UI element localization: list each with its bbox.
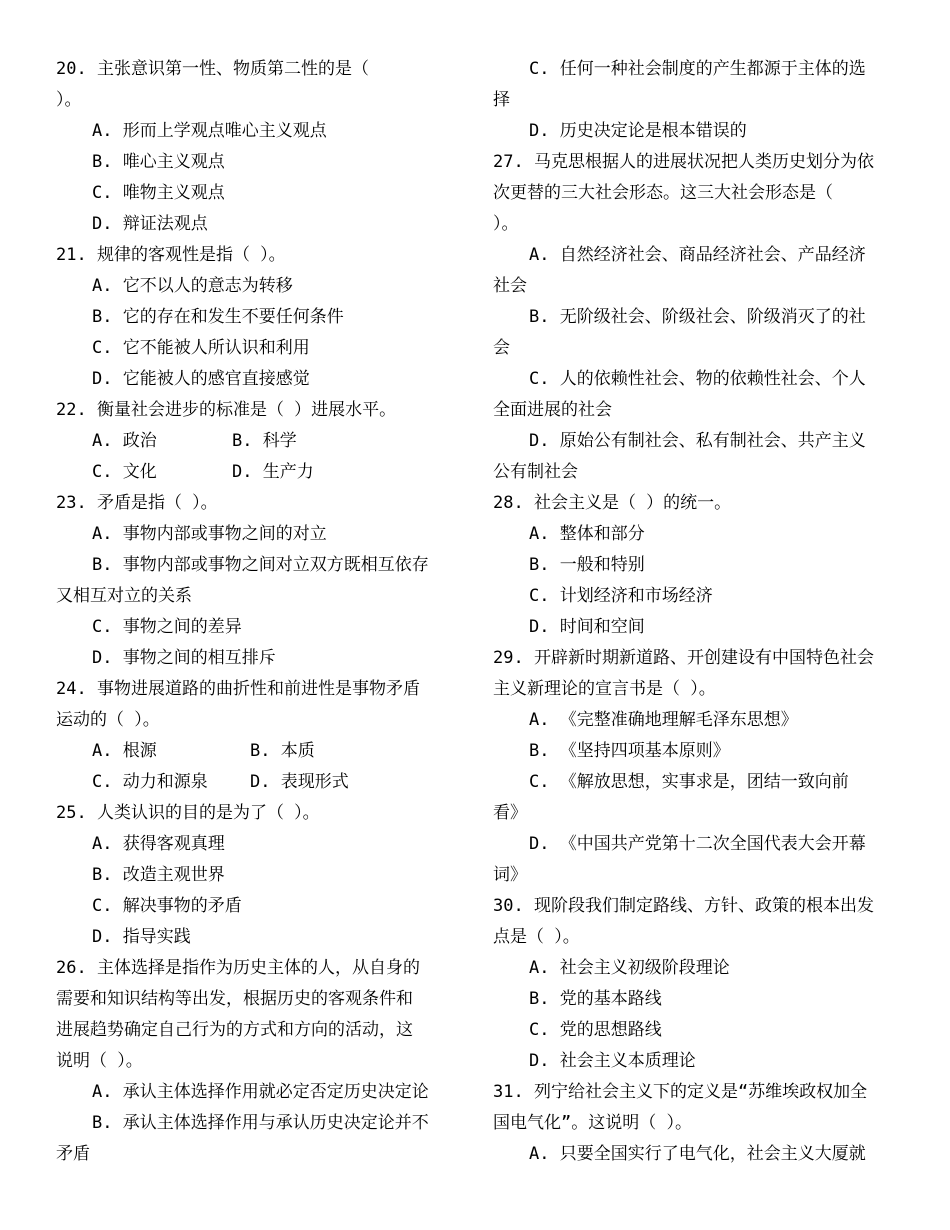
question-21-option-c: C. 它不能被人所认识和利用 [92,338,310,358]
right-column [493,54,903,1170]
question-29-option-d-cont: 词》 [493,865,527,885]
question-25-option-c: C. 解决事物的矛盾 [92,896,242,916]
question-26-option-c-cont: 择 [493,90,510,110]
question-26-stem-cont-3: 说明（ ）。 [56,1051,143,1071]
question-31-option-a: A. 只要全国实行了电气化，社会主义大厦就 [529,1144,866,1164]
question-26-stem-cont-1: 需要和知识结构等出发，根据历史的客观条件和 [56,989,413,1009]
question-30-stem: 30. 现阶段我们制定路线、方针、政策的根本出发 [493,896,874,916]
question-22-option-d: D. 生产力 [232,462,314,482]
question-29-stem: 29. 开辟新时期新道路、开创建设有中国特色社会 [493,648,874,668]
question-26-option-a: A. 承认主体选择作用就必定否定历史决定论 [92,1082,429,1102]
question-26-stem-cont-2: 进展趋势确定自己行为的方式和方向的活动，这 [56,1020,413,1040]
question-27-stem: 27. 马克思根据人的进展状况把人类历史划分为依 [493,152,874,172]
question-24-option-b: B. 本质 [250,741,315,761]
question-22-option-c: C. 文化 [92,462,157,482]
question-27-option-a: A. 自然经济社会、商品经济社会、产品经济 [529,245,866,265]
question-23-option-d: D. 事物之间的相互排斥 [92,648,276,668]
question-27-option-d-cont: 公有制社会 [493,462,578,482]
question-26-stem: 26. 主体选择是指作为历史主体的人，从自身的 [56,958,420,978]
question-20-option-b: B. 唯心主义观点 [92,152,225,172]
question-30-stem-cont: 点是（ ）。 [493,927,580,947]
question-28-option-a: A. 整体和部分 [529,524,645,544]
question-30-option-d: D. 社会主义本质理论 [529,1051,696,1071]
question-25-stem: 25. 人类认识的目的是为了（ ）。 [56,803,320,823]
question-28-option-d: D. 时间和空间 [529,617,645,637]
question-21-option-d: D. 它能被人的感官直接感觉 [92,369,310,389]
question-23-option-b: B. 事物内部或事物之间对立双方既相互依存 [92,555,429,575]
question-20-stem: 20. 主张意识第一性、物质第二性的是（ [56,59,369,79]
question-30-option-a: A. 社会主义初级阶段理论 [529,958,730,978]
question-27-stem-cont-1: 次更替的三大社会形态。这三大社会形态是（ [493,183,833,203]
question-24-option-d: D. 表现形式 [250,772,349,792]
question-22-stem: 22. 衡量社会进步的标准是（ ）进展水平。 [56,400,397,420]
question-25-option-d: D. 指导实践 [92,927,191,947]
question-24-stem: 24. 事物进展道路的曲折性和前进性是事物矛盾 [56,679,420,699]
question-23-option-c: C. 事物之间的差异 [92,617,242,637]
question-24-stem-cont: 运动的（ ）。 [56,710,160,730]
question-28-option-b: B. 一般和特别 [529,555,645,575]
question-26-option-d: D. 历史决定论是根本错误的 [529,121,747,141]
question-21-stem: 21. 规律的客观性是指（ ）。 [56,245,286,265]
question-28-stem: 28. 社会主义是（ ）的统一。 [493,493,732,513]
question-27-option-c: C. 人的依赖性社会、物的依赖性社会、个人 [529,369,866,389]
question-24-option-a: A. 根源 [92,741,157,761]
question-27-option-d: D. 原始公有制社会、私有制社会、共产主义 [529,431,866,451]
question-25-option-b: B. 改造主观世界 [92,865,225,885]
question-28-option-c: C. 计划经济和市场经济 [529,586,713,606]
question-26-option-b-cont: 矛盾 [56,1144,90,1164]
question-29-option-c: C. 《解放思想，实事求是，团结一致向前 [529,772,849,792]
question-31-stem: 31. 列宁给社会主义下的定义是“苏维埃政权加全 [493,1082,868,1102]
question-23-stem: 23. 矛盾是指（ ）。 [56,493,218,513]
question-31-stem-cont: 国电气化”。这说明（ ）。 [493,1113,692,1133]
question-29-stem-cont: 主义新理论的宣言书是（ ）。 [493,679,716,699]
question-21-option-a: A. 它不以人的意志为转移 [92,276,293,296]
question-24-options-row-2 [56,767,461,798]
question-24-option-c: C. 动力和源泉 [92,772,208,792]
question-21-option-b: B. 它的存在和发生不要任何条件 [92,307,344,327]
question-27-option-b-cont: 会 [493,338,510,358]
question-30-option-b: B. 党的基本路线 [529,989,662,1009]
question-26-option-b: B. 承认主体选择作用与承认历史决定论并不 [92,1113,429,1133]
question-26-option-c: C. 任何一种社会制度的产生都源于主体的选 [529,59,866,79]
question-29-option-b: B. 《坚持四项基本原则》 [529,741,730,761]
question-27-option-a-cont: 社会 [493,276,527,296]
question-30-option-c: C. 党的思想路线 [529,1020,662,1040]
left-column [56,54,461,1170]
question-20-option-a: A. 形而上学观点唯心主义观点 [92,121,327,141]
question-24-options-row-1 [56,736,461,767]
question-22-option-b: B. 科学 [232,431,297,451]
question-29-option-a: A. 《完整准确地理解毛泽东思想》 [529,710,798,730]
question-29-option-d: D. 《中国共产党第十二次全国代表大会开幕 [529,834,866,854]
question-23-option-b-cont: 又相互对立的关系 [56,586,192,606]
question-22-option-a: A. 政治 [92,431,157,451]
question-22-options-row-1 [56,426,461,457]
question-22-options-row-2 [56,457,461,488]
question-20-option-c: C. 唯物主义观点 [92,183,225,203]
question-25-option-a: A. 获得客观真理 [92,834,225,854]
question-20-option-d: D. 辩证法观点 [92,214,208,234]
question-27-option-b: B. 无阶级社会、阶级社会、阶级消灭了的社 [529,307,866,327]
question-27-stem-cont-2: ）。 [493,214,519,234]
question-23-option-a: A. 事物内部或事物之间的对立 [92,524,327,544]
question-29-option-c-cont: 看》 [493,803,527,823]
question-20-stem-cont: ）。 [56,90,82,110]
question-27-option-c-cont: 全面进展的社会 [493,400,612,420]
